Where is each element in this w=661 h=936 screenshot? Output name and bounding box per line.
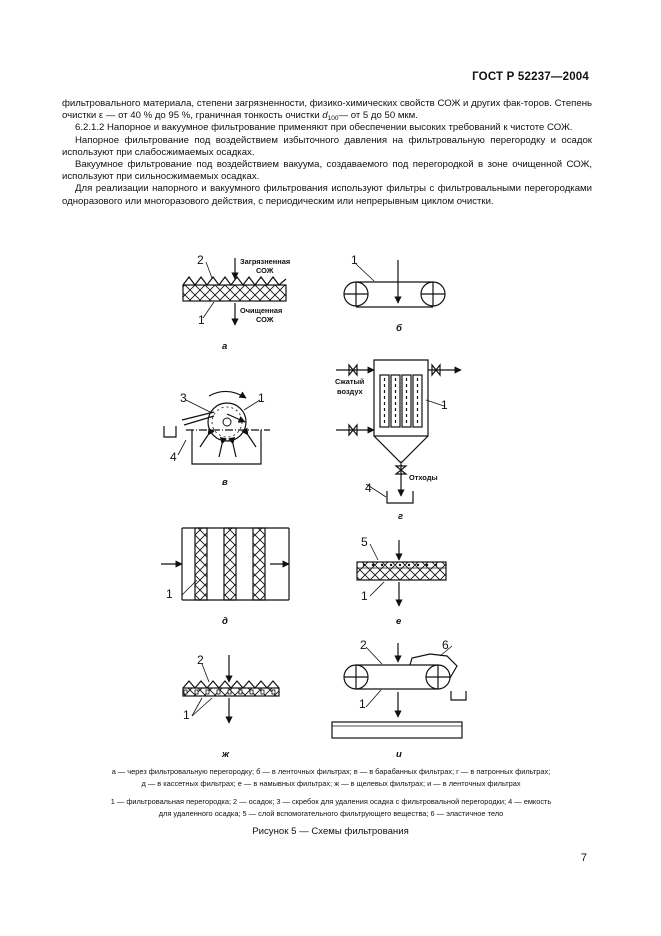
precoat-partition bbox=[357, 562, 446, 580]
cassette-2 bbox=[224, 528, 236, 600]
paragraph-2: 6.2.1.2 Напорное и вакуумное фильтрование применяют при обеспечении высоких требований к чистоте СОЖ. bbox=[75, 122, 573, 134]
label-1-a: 1 bbox=[198, 313, 205, 327]
figure-title: Рисунок 5 — Схемы фильтрования bbox=[252, 826, 409, 837]
label-6-i: 6 bbox=[442, 638, 449, 652]
cassette-3 bbox=[253, 528, 265, 600]
paragraph-1: фильтровального материала, степени загрязненности, физико-химических свойств СОЖ и других фак-торов. Степень очистки ε — от 40 % до 95 %, граничная тонкость очистки $d_{100}—$ от 5 до 50 мкм. bbox=[62, 98, 592, 123]
legend-line-2: д — в кассетных фильтрах; е — в намывных фильтрах; ж — в щелевых фильтрах; и — в ленточных фильтрах bbox=[141, 778, 521, 788]
drum bbox=[208, 403, 246, 441]
compressed-air-label-2: воздух bbox=[337, 387, 363, 396]
caption-g: г bbox=[398, 511, 404, 522]
dirty-fluid-label-1: Загрязненная bbox=[240, 257, 291, 266]
label-1-e: 1 bbox=[361, 589, 368, 603]
legend-elements bbox=[40, 796, 622, 819]
label-1-g: 1 bbox=[441, 398, 448, 412]
label-1-i: 1 bbox=[359, 697, 366, 711]
scheme-d bbox=[161, 528, 289, 600]
caption-zh: ж bbox=[222, 749, 229, 760]
paragraph-5: Для реализации напорного и вакуумного фильтрования используют фильтры с фильтровальными перегородками одноразового или многоразового действия, с периодическим или непрерывным циклом очистки. bbox=[62, 183, 592, 207]
label-2-i: 2 bbox=[360, 638, 367, 652]
waste-label: Отходы bbox=[409, 473, 438, 482]
paragraph-3: Напорное фильтрование под воздействием избыточного давления на фильтровальную перегородку и осадок используют при слабосжимаемых осадках. bbox=[62, 134, 592, 158]
filter-partition bbox=[183, 285, 286, 301]
d-symbol: d bbox=[322, 110, 328, 122]
label-5-e: 5 bbox=[361, 535, 368, 549]
label-4-v: 4 bbox=[170, 450, 177, 464]
label-1-zh: 1 bbox=[183, 708, 190, 722]
legend-line-3: 1 — фильтровальная перегородка; 2 — осадок; 3 — скребок для удаления осадка с фильтровальной перегородки; 4 — емкость bbox=[110, 797, 552, 806]
label-1-b: 1 bbox=[351, 253, 358, 267]
label-2-zh: 2 bbox=[197, 653, 204, 667]
legend-subfigures bbox=[40, 766, 622, 789]
scheme-b bbox=[344, 260, 445, 307]
caption-e: е bbox=[396, 616, 402, 627]
document-code: ГОСТ Р 52237—2004 bbox=[472, 71, 589, 83]
label-1-d: 1 bbox=[166, 587, 173, 601]
sediment-layer-zh bbox=[183, 681, 279, 688]
clean-fluid-label-2: СОЖ bbox=[256, 315, 274, 324]
compressed-air-label-1: Сжатый bbox=[335, 377, 365, 386]
caption-b: б bbox=[396, 323, 402, 334]
dirty-fluid-label-2: СОЖ bbox=[256, 266, 274, 275]
caption-d: д bbox=[222, 616, 228, 627]
legend-line-4: для удаленного осадка; 5 — слой вспомогательного фильтрующего вещества; 6 — эластичное тело bbox=[158, 808, 504, 818]
caption-v: в bbox=[222, 477, 228, 488]
clean-fluid-label-1: Очищенная bbox=[240, 306, 283, 315]
legend-line-1: а — через фильтровальную перегородку; б — в ленточных фильтрах; в — в барабанных фильтрах; г — в патронных фильтрах; bbox=[111, 767, 551, 776]
label-1-v: 1 bbox=[258, 391, 265, 405]
label-3-v: 3 bbox=[180, 391, 187, 405]
label-4-g: 4 bbox=[365, 481, 372, 495]
scheme-i bbox=[332, 643, 466, 738]
cassette-1 bbox=[195, 528, 207, 600]
label-2-a: 2 bbox=[197, 253, 204, 267]
d-subscript: 100 bbox=[327, 115, 339, 123]
caption-i: и bbox=[396, 749, 402, 760]
paragraph-4: Вакуумное фильтрование под воздействием вакуума, создаваемого под перегородкой в зоне очищенной СОЖ, используют при сильносжимаемых осадках. bbox=[62, 159, 592, 183]
page-number: 7 bbox=[580, 852, 587, 864]
scheme-e bbox=[357, 540, 446, 606]
caption-a: а bbox=[222, 341, 228, 352]
